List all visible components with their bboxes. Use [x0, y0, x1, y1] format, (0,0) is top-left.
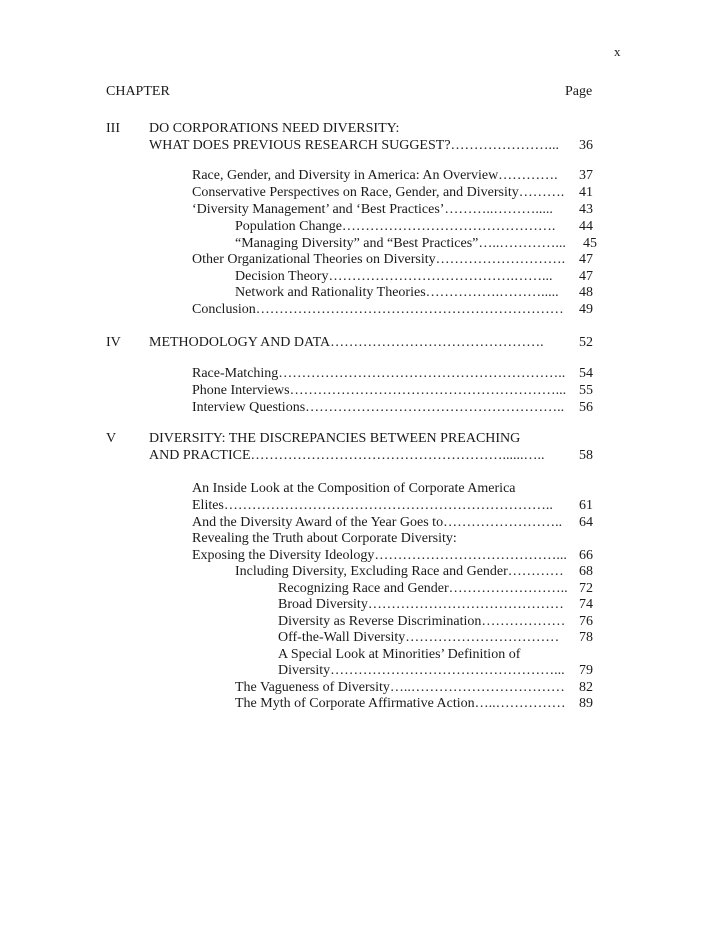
toc-entry-text: Conclusion………………………………………………………… [192, 302, 564, 317]
toc-entry-page: 68 [579, 564, 593, 579]
toc-entry-text: Decision Theory………………………………….……... [235, 269, 553, 284]
toc-entry-page: 61 [579, 498, 593, 513]
toc-entry-page: 47 [579, 252, 593, 267]
toc-entry-page: 43 [579, 202, 593, 217]
toc-entry-text: Population Change………………………………………. [235, 219, 556, 234]
toc-entry-text: Broad Diversity…………………………………… [278, 597, 564, 612]
toc-entry-page: 47 [579, 269, 593, 284]
toc-entry-text: METHODOLOGY AND DATA………………………………………. [149, 335, 544, 350]
toc-entry-text: The Myth of Corporate Affirmative Action…..…………… [235, 696, 566, 711]
toc-entry-text: DIVERSITY: THE DISCREPANCIES BETWEEN PREACHING [149, 431, 521, 446]
toc-entry-text: WHAT DOES PREVIOUS RESEARCH SUGGEST?…………………... [149, 138, 560, 153]
toc-entry-page: 79 [579, 663, 593, 678]
toc-entry-page: 52 [579, 335, 593, 350]
toc-entry-text: The Vagueness of Diversity…..…………………………… [235, 680, 565, 695]
toc-entry-text: An Inside Look at the Composition of Corporate America [192, 481, 516, 496]
toc-entry-text: Interview Questions……………………………………………….. [192, 400, 565, 415]
toc-entry-page: 82 [579, 680, 593, 695]
toc-entry-page: 74 [579, 597, 593, 612]
toc-entry-text: AND PRACTICE………………………………………………......….. [149, 448, 545, 463]
toc-entry-text: Diversity…………………………………………... [278, 663, 565, 678]
toc-entry-page: 76 [579, 614, 593, 629]
toc-entry-text: Revealing the Truth about Corporate Diversity: [192, 531, 457, 546]
toc-entry-text: Including Diversity, Excluding Race and Gender………… [235, 564, 564, 579]
toc-entry-page: 66 [579, 548, 593, 563]
toc-entry-page: 36 [579, 138, 593, 153]
chapter-number: V [106, 431, 117, 446]
toc-entry-text: DO CORPORATIONS NEED DIVERSITY: [149, 121, 400, 136]
page-header: Page [565, 84, 593, 99]
chapter-number: III [106, 121, 120, 136]
toc-entry-text: A Special Look at Minorities’ Definition of [278, 647, 521, 662]
toc-entry-text: Other Organizational Theories on Diversity………………………. [192, 252, 566, 267]
toc-entry-text: Recognizing Race and Gender…………………….. [278, 581, 568, 596]
toc-entry-page: 72 [579, 581, 593, 596]
toc-entry-text: Race-Matching…………………………………………………….. [192, 366, 566, 381]
toc-entry-page: 64 [579, 515, 593, 530]
toc-entry-text: Off-the-Wall Diversity…………………………… [278, 630, 560, 645]
toc-entry-page: 56 [579, 400, 593, 415]
chapter-number: IV [106, 335, 121, 350]
toc-entry-page: 55 [579, 383, 593, 398]
toc-entry-page: 54 [579, 366, 593, 381]
page-number: x [614, 44, 621, 59]
toc-entry-page: 48 [579, 285, 593, 300]
toc-entry-text: Race, Gender, and Diversity in America: An Overview…………. [192, 168, 558, 183]
toc-entry-text: And the Diversity Award of the Year Goes to…………………….. [192, 515, 563, 530]
toc-entry-page: 58 [579, 448, 593, 463]
toc-entry-text: Exposing the Diversity Ideology…………………………………... [192, 548, 567, 563]
toc-entry-text: Phone Interviews…………………………………………………... [192, 383, 567, 398]
toc-entry-page: 41 [579, 185, 593, 200]
toc-entry-text: Diversity as Reverse Discrimination……………… [278, 614, 566, 629]
toc-entry-text: ‘Diversity Management’ and ‘Best Practices’………..………..... [192, 202, 553, 217]
chapter-header: CHAPTER [106, 84, 170, 99]
toc-entry-text: Conservative Perspectives on Race, Gender, and Diversity………. [192, 185, 565, 200]
toc-entry-page: 89 [579, 696, 593, 711]
toc-entry-page: 45 [583, 236, 597, 251]
toc-entry-page: 37 [579, 168, 593, 183]
toc-entry-text: Network and Rationality Theories…………….………..... [235, 285, 559, 300]
toc-entry-page: 78 [579, 630, 593, 645]
toc-entry-text: “Managing Diversity” and “Best Practices”…..…………... [235, 236, 566, 251]
toc-entry-page: 49 [579, 302, 593, 317]
toc-entry-text: Elites…………………………………………………………….. [192, 498, 553, 513]
toc-entry-page: 44 [579, 219, 593, 234]
